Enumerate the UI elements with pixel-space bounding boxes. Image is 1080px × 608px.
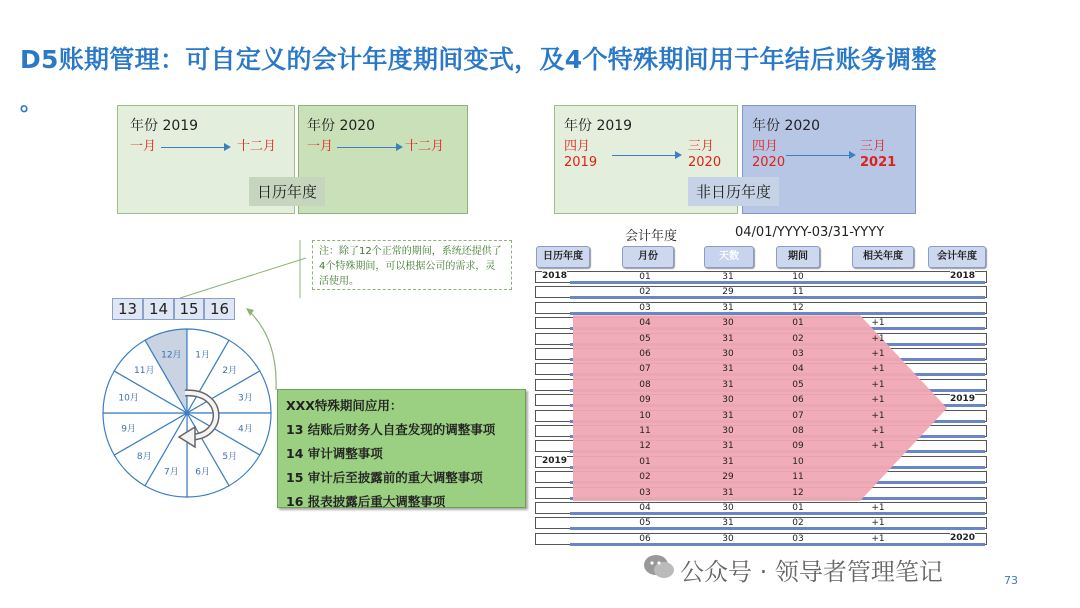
wheel-month-label: 12月 (161, 350, 182, 361)
table-cell: 30 (722, 426, 734, 436)
table-cell: 05 (639, 333, 651, 344)
special-item: 16 报表披露后重大调整事项 (286, 494, 446, 509)
table-cell: 02 (792, 518, 804, 529)
table-cell: 31 (722, 456, 734, 467)
table-cell: 31 (722, 272, 734, 282)
noncalendar-year2-label: 年份 2020 (752, 118, 821, 134)
calendar-year-tag: 2018 (542, 271, 568, 281)
special-item: 15 审计后至披露前的重大调整事项 (286, 470, 483, 485)
table-cell: 05 (792, 379, 804, 390)
table-cell: 29 (722, 287, 734, 298)
ncy2-end-year: 2021 (860, 155, 897, 170)
note-text: 注：除了12个正常的期间，系统还提供了4个特殊期间，可以根据公司的需求，灵活使用。 (312, 240, 512, 290)
table-cell: +1 (871, 410, 885, 421)
table-cell: 02 (639, 472, 651, 483)
table-cell: +1 (871, 364, 885, 375)
col-header-period: 期间 (776, 246, 820, 268)
calendar-year1-end: 十二月 (237, 139, 277, 154)
table-cell: 31 (722, 518, 734, 529)
special-box-title: XXX特殊期间应用： (286, 398, 403, 413)
col-header-related-year: 相关年度 (852, 246, 914, 268)
special-item: 14 审计调整事项 (286, 446, 383, 461)
table-cell: +1 (871, 379, 885, 390)
fiscal-year-tag: 2020 (950, 532, 976, 543)
table-cell: 11 (792, 472, 804, 483)
wheel-month-label: 2月 (222, 366, 238, 377)
page-title: D5账期管理：可自定义的会计年度期间变式，及4个特殊期间用于年结后账务调整 (20, 45, 937, 74)
table-cell: 31 (722, 302, 734, 313)
table-cell: 01 (639, 272, 651, 282)
ncy1-start-month: 四月 (564, 139, 591, 154)
table-cell: 01 (639, 456, 651, 467)
col-header-days: 天数 (704, 246, 754, 268)
special-item: 13 结账后财务人自查发现的调整事项 (286, 422, 496, 437)
table-cell: +1 (871, 318, 885, 329)
table-cell: +1 (871, 395, 885, 406)
wheel-month-label: 9月 (121, 424, 136, 435)
special-period-14: 14 (143, 298, 174, 320)
table-cell: 10 (792, 272, 804, 282)
table-cell: 31 (722, 379, 734, 390)
calendar-year-label: 日历年度 (249, 177, 325, 206)
ncy2-start-year: 2020 (752, 155, 786, 170)
table-cell: 31 (722, 410, 734, 421)
table-cell: 06 (639, 533, 651, 544)
title-tail: 。 (20, 91, 43, 116)
page-number: 73 (1004, 574, 1018, 587)
table-cell: 03 (792, 533, 804, 544)
arrow-icon (161, 147, 225, 148)
table-cell: 10 (639, 410, 651, 421)
table-cell: +1 (871, 333, 885, 344)
special-period-13: 13 (112, 298, 143, 320)
table-cell: 29 (722, 472, 734, 483)
ncy1-end-year: 2020 (688, 155, 722, 170)
wheel-month-label: 5月 (222, 451, 238, 462)
arrow-icon (337, 147, 397, 148)
fiscal-year-range: 04/01/YYYY-03/31-YYYY (735, 225, 885, 240)
fiscal-year-tag: 2019 (950, 394, 976, 405)
table-cell: 12 (792, 302, 804, 313)
wheel-month-label: 1月 (195, 350, 211, 361)
table-cell: 03 (639, 487, 651, 498)
table-cell: +1 (871, 533, 885, 544)
table-cell: 09 (792, 441, 804, 452)
table-cell: 01 (792, 318, 804, 329)
table-cell: 03 (792, 349, 804, 359)
table-cell: 07 (639, 364, 651, 375)
watermark-text: 公众号 · 领导者管理笔记 (680, 558, 943, 586)
col-header-fiscal-year: 会计年度 (928, 246, 986, 268)
wheel-month-label: 8月 (136, 451, 152, 462)
table-cell: 30 (722, 533, 734, 544)
table-cell: 30 (722, 349, 734, 359)
table-cell: 03 (639, 302, 651, 313)
table-cell: 04 (639, 503, 651, 513)
ncy2-start-month: 四月 (752, 139, 779, 154)
table-cell: +1 (871, 503, 885, 513)
wheel-month-label: 3月 (238, 393, 253, 404)
table-cell: 02 (792, 333, 804, 344)
table-cell: +1 (871, 518, 885, 529)
wheel-month-label: 6月 (195, 467, 211, 478)
table-cell: 31 (722, 487, 734, 498)
table-cell: +1 (871, 426, 885, 436)
table-cell: 08 (639, 379, 651, 390)
calendar-year1-start: 一月 (130, 139, 157, 154)
table-cell: 30 (722, 395, 734, 406)
wheel-month-label: 11月 (134, 366, 155, 377)
table-cell: 04 (792, 364, 804, 375)
calendar-year2-start: 一月 (307, 139, 334, 154)
table-cell: 30 (722, 318, 734, 329)
calendar-year2-label: 年份 2020 (307, 118, 376, 134)
wheel-month-label: 7月 (163, 467, 179, 478)
table-cell: 02 (639, 287, 651, 298)
table-cell: 06 (792, 395, 804, 406)
table-cell: 31 (722, 333, 734, 344)
fiscal-year-arrow-shape (535, 0, 995, 608)
table-cell: 31 (722, 364, 734, 375)
fiscal-year-title: 会计年度 (625, 229, 678, 244)
calendar-year1-label: 年份 2019 (130, 118, 199, 134)
table-cell: 30 (722, 503, 734, 513)
special-period-16: 16 (204, 298, 235, 320)
col-header-calendar-year: 日历年度 (536, 246, 590, 268)
table-cell: 08 (792, 426, 804, 436)
calendar-year-tag: 2019 (542, 455, 568, 466)
table-cell: 31 (722, 441, 734, 452)
table-cell: 12 (792, 487, 804, 498)
wheel-month-label: 4月 (238, 424, 253, 435)
table-cell: 07 (792, 410, 804, 421)
table-cell: 04 (639, 318, 651, 329)
calendar-year2-end: 十二月 (405, 139, 445, 154)
table-cell: +1 (871, 349, 885, 359)
table-cell: 01 (792, 503, 804, 513)
table-cell: +1 (871, 441, 885, 452)
wheel-month-label: 10月 (118, 393, 139, 404)
table-cell: 11 (639, 426, 651, 436)
fiscal-year-tag: 2018 (950, 271, 976, 281)
table-cell: 05 (639, 518, 651, 529)
noncalendar-year-label: 非日历年度 (688, 177, 779, 206)
table-cell: 11 (792, 287, 804, 298)
noncalendar-year1-label: 年份 2019 (564, 118, 633, 134)
col-header-month: 月份 (622, 246, 674, 268)
special-period-usage-box (277, 389, 526, 508)
special-period-15: 15 (174, 298, 204, 320)
ncy1-end-month: 三月 (688, 139, 715, 154)
ncy1-start-year: 2019 (564, 155, 598, 170)
table-cell: 10 (792, 456, 804, 467)
table-cell: 12 (639, 441, 651, 452)
ncy2-end-month: 三月 (860, 139, 887, 154)
table-cell: 09 (639, 395, 651, 406)
table-cell: 06 (639, 349, 651, 359)
